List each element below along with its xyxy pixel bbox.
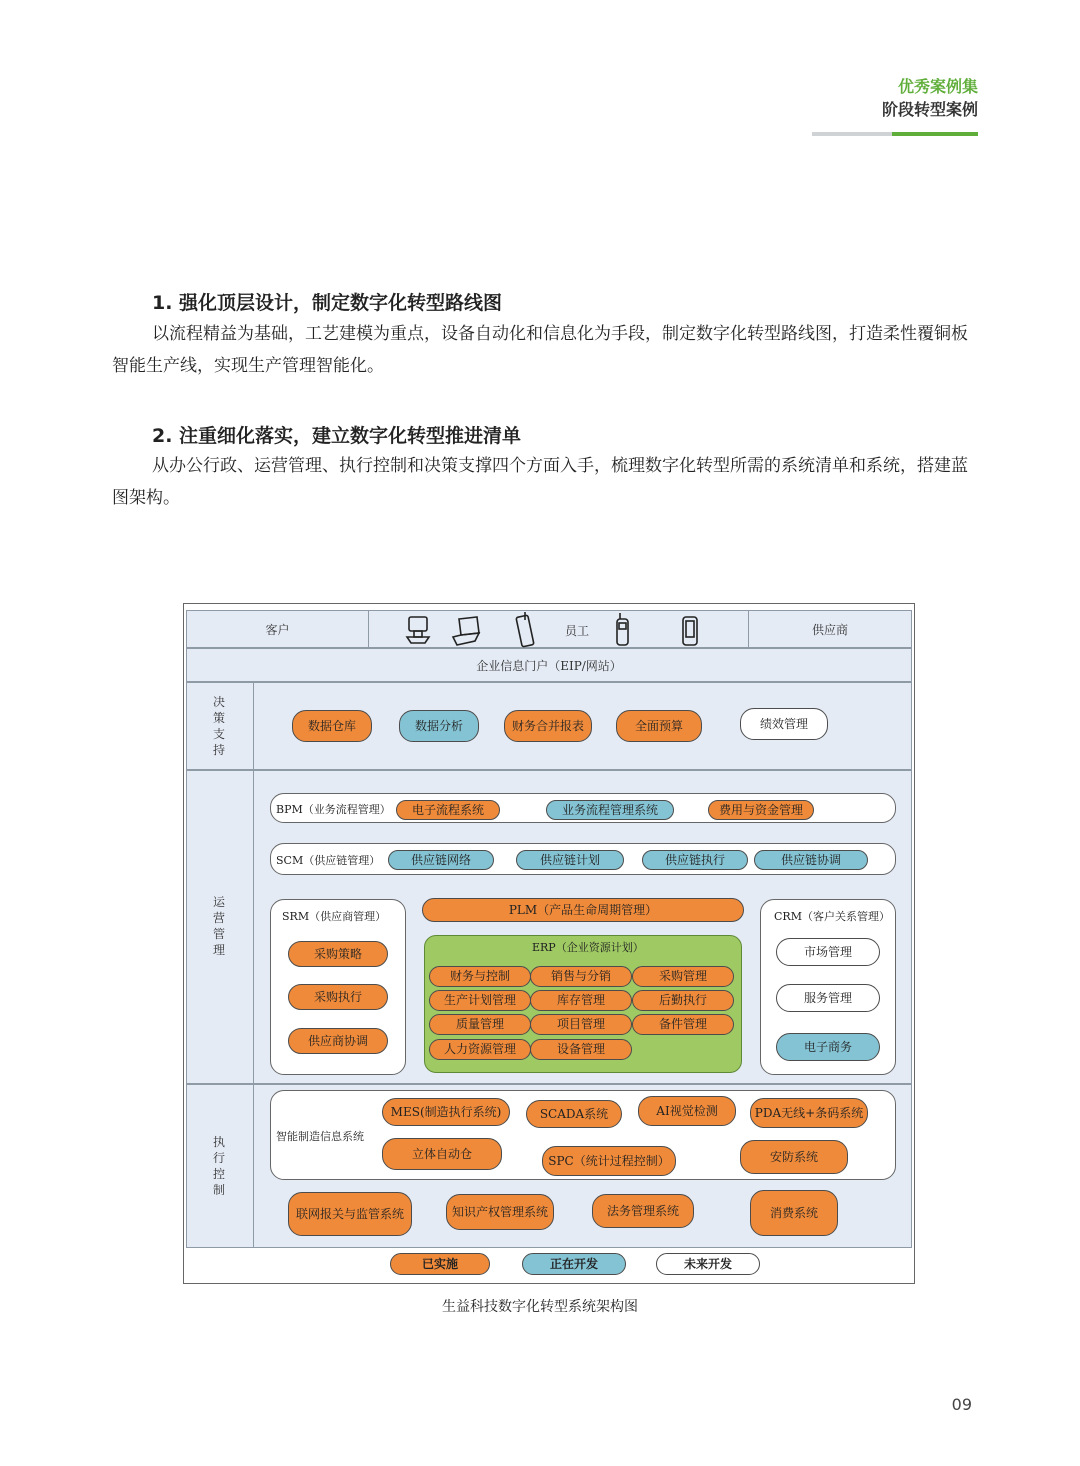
section-1-title: 1. 强化顶层设计，制定数字化转型路线图 xyxy=(152,292,503,314)
section-1-body: 以流程精益为基础，工艺建模为重点，设备自动化和信息化为手段，制定数字化转型路线图，打造柔性覆铜板智能生产线，实现生产管理智能化。 xyxy=(112,324,968,376)
portal-label: 企业信息门户（EIP/网站） xyxy=(476,658,622,673)
exec-item: 联网报关与监管系统 xyxy=(288,1192,412,1236)
decision-label: 决策支持 xyxy=(212,695,225,757)
employee-cell xyxy=(368,610,749,648)
smart-mfg-item: PDA无线+条码系统 xyxy=(750,1098,868,1128)
erp-item: 财务与控制 xyxy=(429,966,531,987)
execution-label: 执行控制 xyxy=(212,1135,225,1197)
erp-item: 生产计划管理 xyxy=(429,990,531,1011)
decision-item: 财务合并报表 xyxy=(504,710,592,742)
erp-item: 质量管理 xyxy=(429,1014,531,1035)
decision-item: 数据分析 xyxy=(399,710,479,742)
supplier-label: 供应商 xyxy=(811,622,848,637)
plm-bar: PLM（产品生命周期管理） xyxy=(422,898,744,922)
scm-item: 供应链计划 xyxy=(516,850,624,870)
crm-item: 市场管理 xyxy=(776,938,880,966)
section-2-title: 2. 注重细化落实，建立数字化转型推进清单 xyxy=(152,425,522,447)
crm-item: 服务管理 xyxy=(776,984,880,1012)
smart-mfg-item: 安防系统 xyxy=(740,1140,848,1174)
header-divider-grey xyxy=(812,132,892,136)
srm-label: SRM（供应商管理） xyxy=(282,910,387,923)
portal-band xyxy=(186,648,912,682)
erp-item: 销售与分销 xyxy=(530,966,632,987)
legend-implemented: 已实施 xyxy=(390,1253,490,1275)
srm-item: 采购执行 xyxy=(288,984,388,1010)
supplier-cell xyxy=(748,610,912,648)
smart-mfg-item: AI视觉检测 xyxy=(638,1096,736,1126)
figure-caption: 生益科技数字化转型系统架构图 xyxy=(442,1299,638,1315)
erp-item: 设备管理 xyxy=(530,1039,632,1060)
scm-item: 供应链执行 xyxy=(642,850,748,870)
smart-mfg-item: MES(制造执行系统) xyxy=(382,1098,510,1126)
customer-cell xyxy=(186,610,369,648)
scm-label: SCM（供应链管理） xyxy=(276,854,381,867)
desktop-icon xyxy=(407,617,429,643)
exec-item: 法务管理系统 xyxy=(592,1194,694,1228)
erp-item: 采购管理 xyxy=(632,966,734,987)
scm-item: 供应链网络 xyxy=(388,850,494,870)
decision-item: 全面预算 xyxy=(616,710,702,742)
mobile-phone-icon xyxy=(617,613,628,645)
bpm-item: 电子流程系统 xyxy=(396,800,500,820)
section-2-body: 从办公行政、运营管理、执行控制和决策支撑四个方面入手，梳理数字化转型所需的系统清单和系统，搭建蓝图架构。 xyxy=(112,456,968,508)
page-number: 09 xyxy=(951,1395,972,1414)
erp-item: 人力资源管理 xyxy=(429,1039,531,1060)
decision-item: 数据仓库 xyxy=(292,710,372,742)
erp-item: 后勤执行 xyxy=(632,990,734,1011)
customer-label: 客户 xyxy=(265,622,290,637)
section-title: 阶段转型案例 xyxy=(881,100,978,119)
erp-item: 项目管理 xyxy=(530,1014,632,1035)
exec-item: 消费系统 xyxy=(750,1190,838,1236)
laptop-icon xyxy=(453,617,479,645)
legend-developing: 正在开发 xyxy=(522,1253,626,1275)
operation-label: 运营管理 xyxy=(212,895,225,957)
bpm-item: 费用与资金管理 xyxy=(708,800,814,820)
smart-mfg-label: 智能制造信息系统 xyxy=(276,1130,364,1143)
erp-item: 备件管理 xyxy=(632,1014,734,1035)
legend-future: 未来开发 xyxy=(656,1253,760,1275)
scm-item: 供应链协调 xyxy=(754,850,868,870)
erp-label: ERP（企业资源计划） xyxy=(532,941,644,954)
series-title: 优秀案例集 xyxy=(897,77,978,96)
crm-item: 电子商务 xyxy=(776,1033,880,1061)
srm-item: 采购策略 xyxy=(288,941,388,967)
device-icons xyxy=(369,611,750,649)
exec-item: 知识产权管理系统 xyxy=(446,1194,554,1230)
smart-mfg-item: SPC（统计过程控制） xyxy=(542,1146,676,1176)
decision-item: 绩效管理 xyxy=(740,708,828,740)
architecture-diagram xyxy=(183,603,915,1284)
bpm-item: 业务流程管理系统 xyxy=(546,800,674,820)
employee-label: 员工 xyxy=(565,624,590,638)
pda-icon xyxy=(516,612,534,647)
smart-mfg-item: SCADA系统 xyxy=(526,1100,622,1128)
smart-mfg-item: 立体自动仓 xyxy=(382,1138,502,1170)
erp-item: 库存管理 xyxy=(530,990,632,1011)
header-divider-green xyxy=(892,132,978,136)
tablet-icon xyxy=(683,617,697,645)
srm-item: 供应商协调 xyxy=(288,1028,388,1054)
crm-label: CRM（客户关系管理） xyxy=(774,910,890,923)
bpm-label: BPM（业务流程管理） xyxy=(276,803,391,816)
